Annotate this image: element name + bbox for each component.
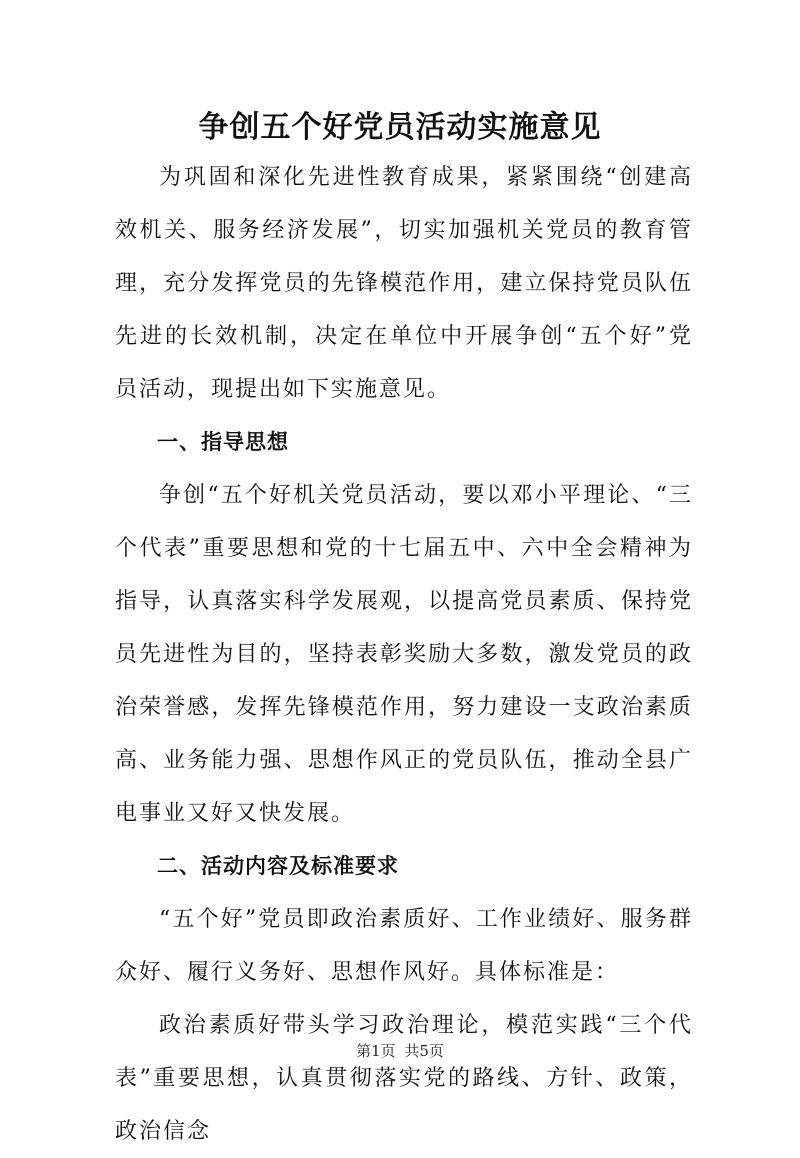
five-good-definition-paragraph: “五个好”党员即政治素质好、工作业绩好、服务群众好、履行义务好、思想作风好。具体标准是： bbox=[115, 907, 693, 985]
page-footer bbox=[0, 1040, 800, 1061]
intro-paragraph: 为巩固和深化先进性教育成果，紧紧围绕“创建高效机关、服务经济发展”，切实加强机关党员的教育管理，充分发挥党员的先锋模范作用，建立保持党员队伍先进的长效机制，决定在单位中开展争创“五个好”党员活动，现提出如下实施意见。 bbox=[115, 165, 693, 402]
document-body bbox=[115, 151, 693, 1158]
document-title: 争创五个好党员活动实施意见 bbox=[198, 110, 602, 145]
section-heading-activity-content: 二、活动内容及标准要求 bbox=[157, 854, 399, 878]
guiding-thought-paragraph: 争创“五个好机关党员活动，要以邓小平理论、“三个代表”重要思想和党的十七届五中、六中全会精神为指导，认真落实科学发展观，以提高党员素质、保持党员先进性为目的，坚持表彰奖励大多数，激发党员的政治荣誉感，发挥先锋模范作用，努力建设一支政治素质高、业务能力强、思想作风正的党员队伍，推动全县广电事业又好又快发展。 bbox=[115, 483, 693, 826]
page-total: 共5页 bbox=[404, 1042, 444, 1060]
section-heading-guiding-thought: 一、指导思想 bbox=[157, 430, 289, 454]
political-quality-paragraph: 政治素质好带头学习政治理论，模范实践“三个代表”重要思想，认真贯彻落实党的路线、方针、政策，政治信念 bbox=[115, 1013, 693, 1144]
page-number: 第1页 bbox=[356, 1042, 396, 1060]
